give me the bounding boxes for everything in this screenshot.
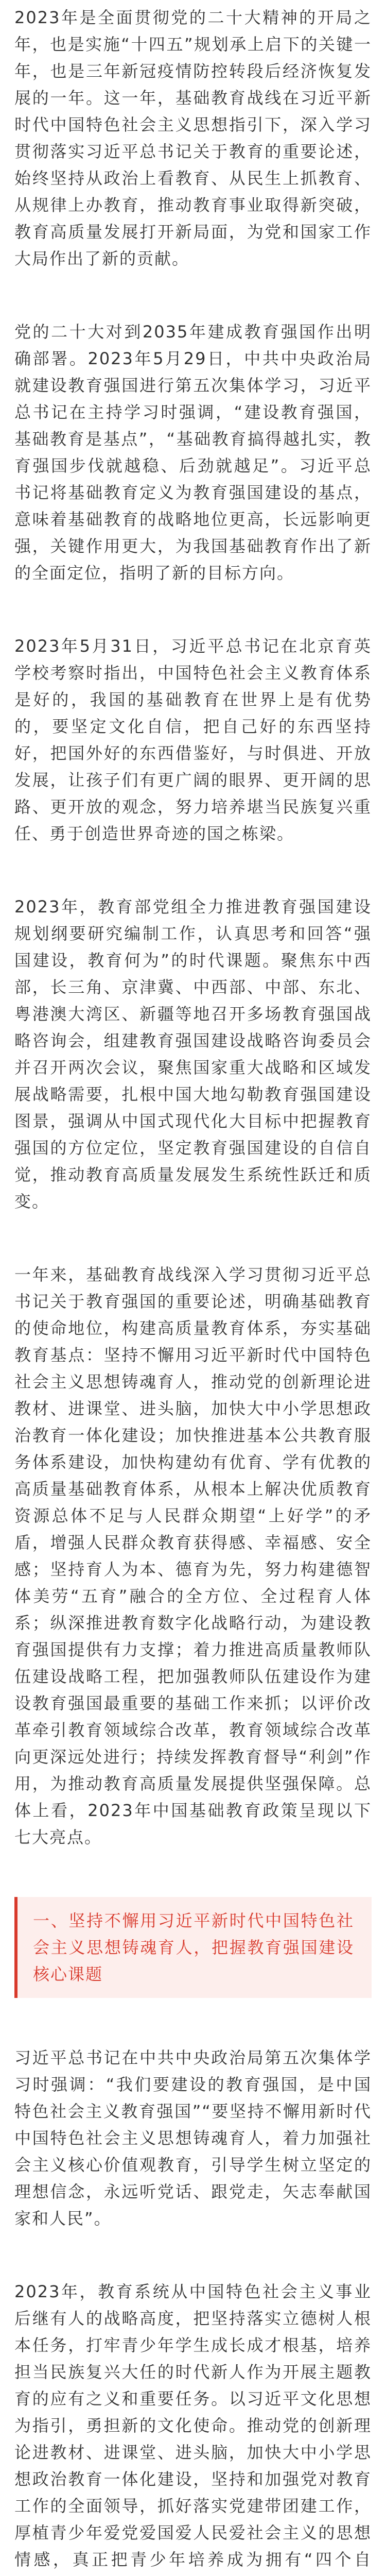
- article-paragraph: 一年来，基础教育战线深入学习贯彻习近平总书记关于教育强国的重要论述，明确基础教育的使命地位，构建高质量教育体系，夯实基础教育基点：坚持不懈用习近平新时代中国特色社会主义思想铸魂育人，推动党的创新理论进教材、进课堂、进头脑，加快大中小学思想政治教育一体化建设；加快推进基本公共教育服务体系建设，加快构建幼有优育、学有优教的高质量基础教育体系，从根本上解决优质教育资源总体不足与人民群众期望“上好学”的矛盾，增强人民群众教育获得感、幸福感、安全感；坚持育人为本、德育为先，努力构建德智体美劳“五育”融合的全方位、全过程育人体系；纵深推进教育数字化战略行动，为建设教育强国提供有力支撑；着力推进高质量教师队伍建设战略工程，把加强教师队伍建设作为建设教育强国最重要的基础工作来抓；以评价改革牵引教育领域综合改革，教育领域综合改革向更深远处进行；持续发挥教育督导“利剑”作用，为推动教育高质量发展提供坚强保障。总体上看，2023年中国基础教育政策呈现以下七大亮点。: [14, 1265, 372, 1847]
- section-heading: 一、坚持不懈用习近平新时代中国特色社会主义思想铸魂育人，把握教育强国建设核心课题: [14, 1897, 372, 1998]
- article-paragraph: 习近平总书记在中共中央政治局第五次集体学习时强调：“我们要建设的教育强国，是中国特色社会主义教育强国”“要坚持不懈用新时代中国特色社会主义思想铸魂育人，着力加强社会主义核心价值观教育，引导学生树立坚定的理想信念，永远听党话、跟党走，矢志奉献国家和人民”。: [14, 2048, 372, 2228]
- article-paragraph: 2023年，教育部党组全力推进教育强国建设规划纲要研究编制工作，认真思考和回答“强国建设，教育何为”的时代课题。聚焦东中西部，长三角、京津冀、中西部、中部、东北、粤港澳大湾区、新疆等地召开多场教育强国战略咨询会，组建教育强国建设战略咨询委员会并召开两次会议，聚焦国家重大战略和区域发展战略需要，扎根中国大地勾勒教育强国建设图景，强调从中国式现代化大目标中把握教育强国的方位定位，坚定教育强国建设的自信自觉，推动教育高质量发展发生系统性跃迁和质变。: [14, 897, 372, 1211]
- article-paragraph: 2023年是全面贯彻党的二十大精神的开局之年，也是实施“十四五”规划承上启下的关键一年，也是三年新冠疫情防控转段后经济恢复发展的一年。这一年，基础教育战线在习近平新时代中国特色社会主义思想指引下，深入学习贯彻落实习近平总书记关于教育的重要论述，始终坚持从政治上看教育、从民生上抓教育、从规律上办教育，推动教育事业取得新突破，教育高质量发展打开新局面，为党和国家工作大局作出了新的贡献。: [14, 8, 372, 268]
- article-paragraph: 党的二十大对到2035年建成教育强国作出明确部署。2023年5月29日，中共中央政治局就建设教育强国进行第五次集体学习，习近平总书记在主持学习时强调，“建设教育强国，基础教育是基点”，“基础教育搞得越扎实，教育强国步伐就越稳、后劲就越足”。习近平总书记将基础教育定义为教育强国建设的基点，意味着基础教育的战略地位更高，长远影响更强，关键作用更大，为我国基础教育作出了新的全面定位，指明了新的目标方向。: [14, 322, 372, 583]
- article-paragraph: 2023年，教育系统从中国特色社会主义事业后继有人的战略高度，把坚持落实立德树人根本任务，打牢青少年学生成长成才根基，培养担当民族复兴大任的时代新人作为开展主题教育的应有之义和重要任务。以习近平文化思想为指引，勇担新的文化使命。推动党的创新理论进教材、进课堂、进头脑，加快大中小学思想政治教育一体化建设，坚持和加强党对教育工作的全面领导，抓好落实党建带团建工作，厚植青少年爱党爱国爱人民爱社会主义的思想情感，真正把青少年培养成为拥有“四个自: [14, 2282, 372, 2569]
- article-paragraph: 2023年5月31日，习近平总书记在北京育英学校考察时指出，中国特色社会主义教育体系是好的，我国的基础教育在世界上是有优势的，要坚定文化自信，把自己好的东西坚持好，把国外好的东西借鉴好，与时俱进、开放发展，让孩子们有更广阔的眼界、更开阔的思路、更开放的观念，努力培养堪当民族复兴重任、勇于创造世界奇迹的国之栋梁。: [14, 636, 372, 843]
